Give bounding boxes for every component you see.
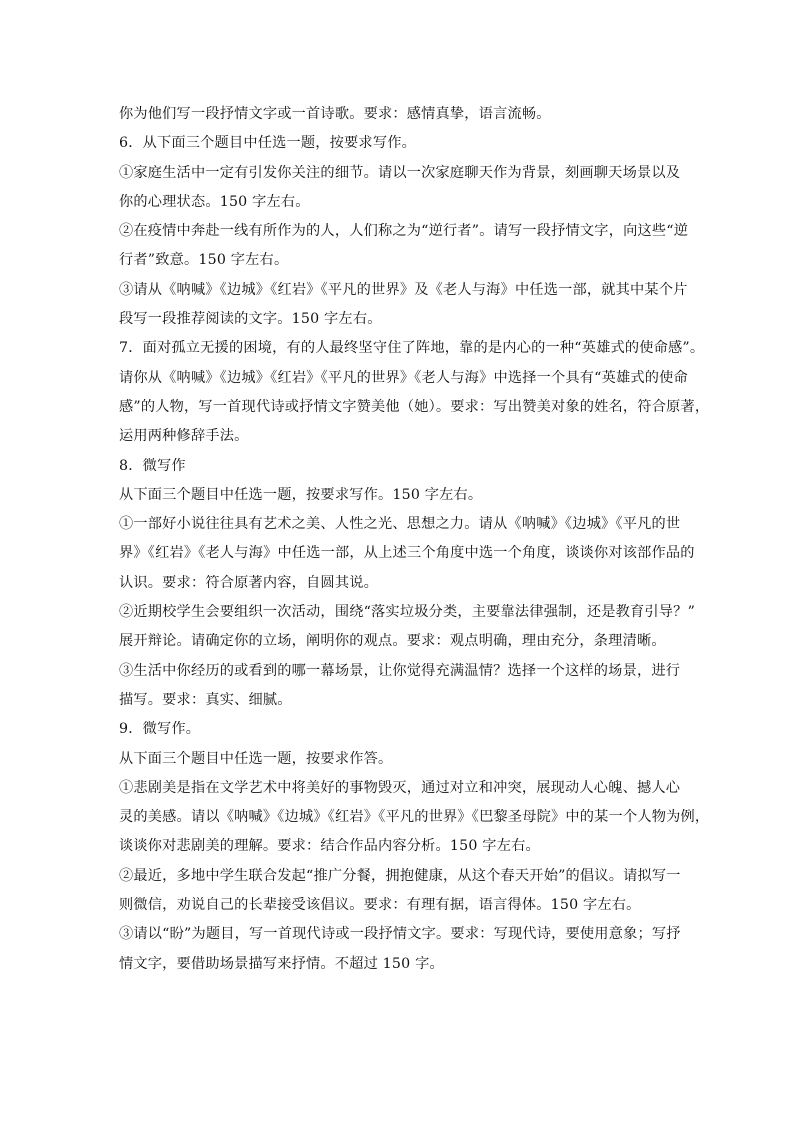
question-8-heading: 8．微写作 (119, 457, 186, 474)
text-line-21: 描写。要求：真实、细腻。 (119, 691, 292, 708)
text-line-29: ③请以“盼”为题目，写一首现代诗或一段抒情文字。要求：写现代诗，要使用意象；写抒 (119, 926, 681, 943)
text-line-16: 界》《红岩》《老人与海》中任选一部，从上述三个角度中选一个角度，谈谈你对该部作品的 (119, 545, 695, 562)
text-line-17: 认识。要求：符合原著内容，自圆其说。 (119, 574, 378, 591)
text-line-26: 谈谈你对悲剧美的理解。要求：结合作品内容分析。150 字左右。 (119, 838, 540, 855)
text-line-14: 从下面三个题目中任选一题，按要求写作。150 字左右。 (119, 486, 483, 503)
text-line-23: 从下面三个题目中任选一题，按要求作答。 (119, 750, 393, 767)
text-line-24: ①悲剧美是指在文学艺术中将美好的事物毁灭，通过对立和冲突，展现动人心魄、撼人心 (119, 779, 681, 796)
question-7-heading: 7．面对孤立无援的困境，有的人最终坚守住了阵地，靠的是内心的一种“英雄式的使命感”。 (119, 340, 705, 357)
text-line-1: 你为他们写一段抒情文字或一首诗歌。要求：感情真挚，语言流畅。 (119, 106, 551, 122)
text-line-8: 段写一段推荐阅读的文字。150 字左右。 (119, 311, 382, 328)
text-line-10: 请你从《呐喊》《边城》《红岩》《平凡的世界》《老人与海》中选择一个具有“英雄式的使命 (119, 369, 688, 386)
text-line-20: ③生活中你经历的或看到的哪一幕场景，让你觉得充满温情？选择一个这样的场景，进行 (119, 662, 681, 679)
text-line-30: 情文字，要借助场景描写来抒情。不超过 150 字。 (119, 955, 444, 972)
text-line-15: ①一部好小说往往具有艺术之美、人性之光、思想之力。请从《呐喊》《边城》《平凡的世 (119, 516, 681, 533)
text-line-3: ①家庭生活中一定有引发你关注的细节。请以一次家庭聊天作为背景，刻画聊天场景以及 (119, 164, 681, 181)
text-line-28: 则微信，劝说自己的长辈接受该倡议。要求：有理有据，语言得体。150 字左右。 (119, 897, 641, 914)
question-6-heading: 6．从下面三个题目中任选一题，按要求写作。 (119, 135, 416, 152)
text-line-18: ②近期校学生会要组织一次活动，围绕“落实垃圾分类，主要靠法律强制，还是教育引导？” (119, 604, 696, 621)
question-9-heading: 9．微写作。 (119, 721, 201, 738)
text-line-11: 感”的人物，写一首现代诗或抒情文字赞美他（她）。要求：写出赞美对象的姓名，符合原著， (119, 398, 710, 415)
text-line-25: 灵的美感。请以《呐喊》《边城》《红岩》《平凡的世界》《巴黎圣母院》中的某一个人物为例， (119, 809, 710, 826)
text-line-5: ②在疫情中奔赴一线有所作为的人，人们称之为“逆行者”。请写一段抒情文字，向这些“逆 (119, 223, 689, 240)
text-line-12: 运用两种修辞手法。 (119, 428, 249, 445)
text-line-4: 你的心理状态。150 字左右。 (119, 193, 310, 210)
document-body (119, 100, 710, 979)
text-line-19: 展开辩论。请确定你的立场，阐明你的观点。要求：观点明确，理由充分，条理清晰。 (119, 633, 666, 650)
text-line-7: ③请从《呐喊》《边城》《红岩》《平凡的世界》及《老人与海》中任选一部，就其中某个片 (119, 281, 688, 298)
text-line-27: ②最近，多地中学生联合发起“推广分餐，拥抱健康，从这个春天开始”的倡议。请拟写一 (119, 867, 681, 884)
text-line-6: 行者”致意。150 字左右。 (119, 252, 289, 269)
